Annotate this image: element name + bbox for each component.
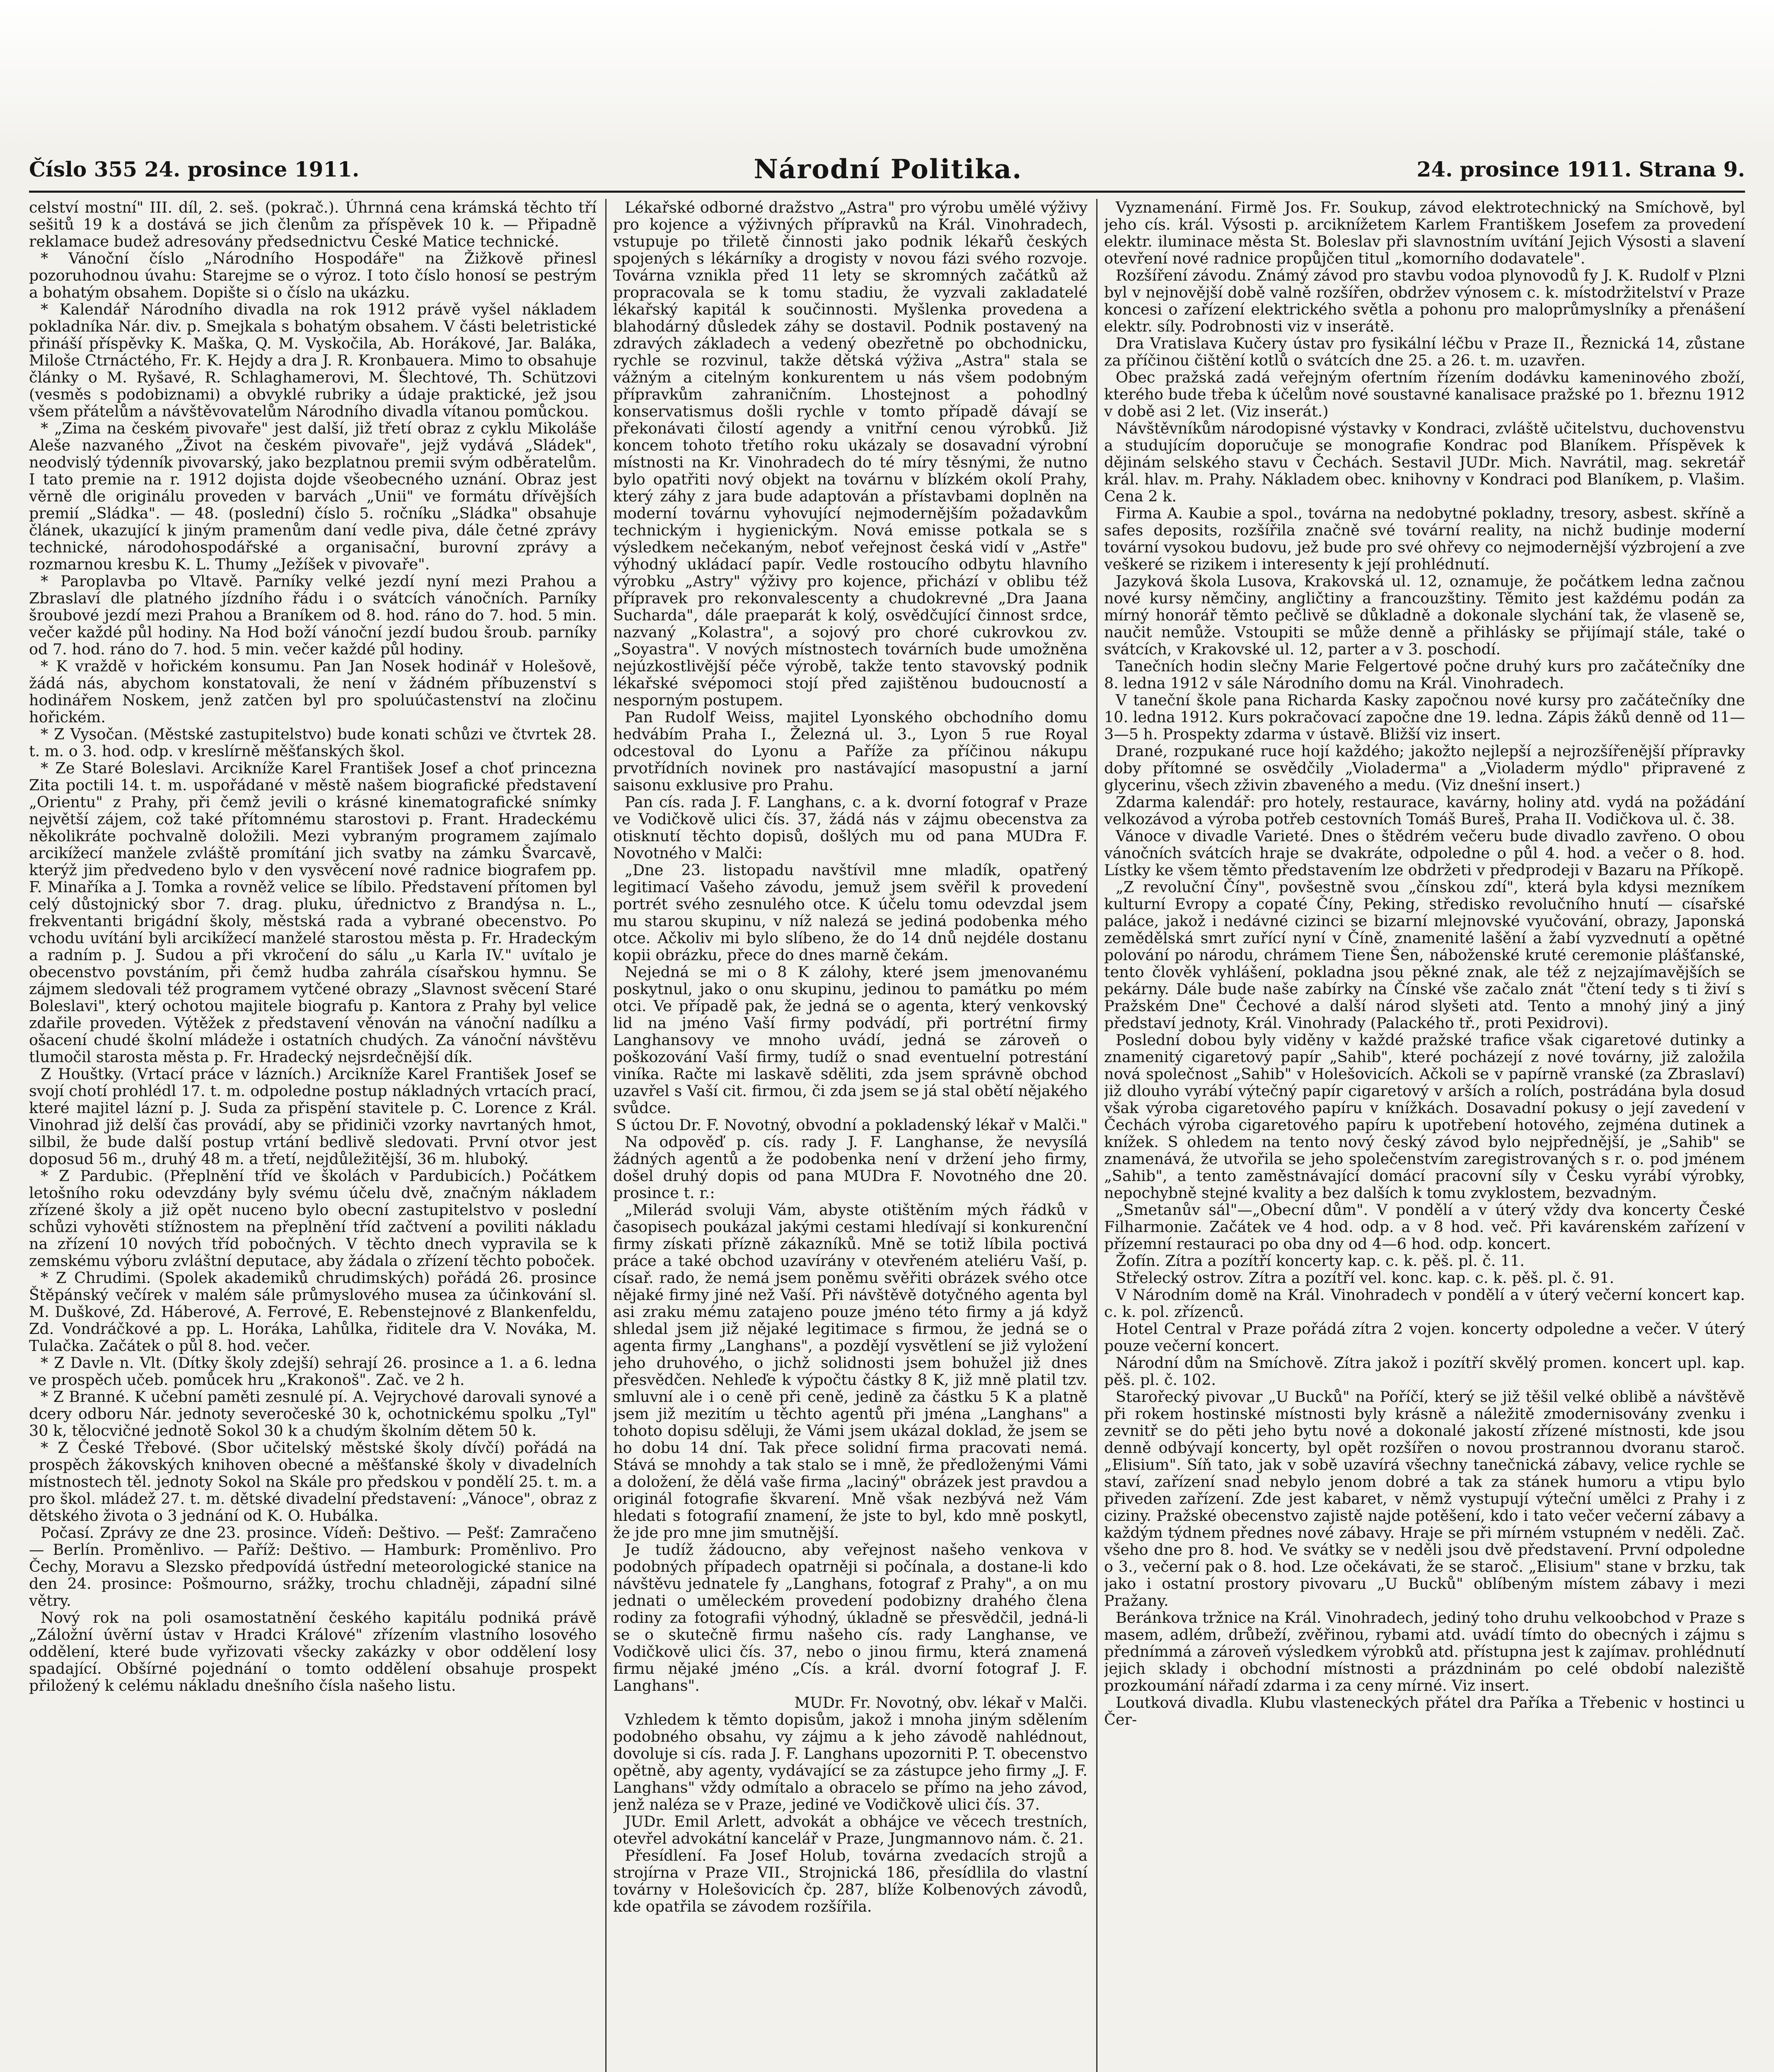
article: Vánoce v divadle Varieté. Dnes o štědrém večeru bude divadlo zavřeno. O obou vánočních svátcích hraje se dvakráte, odpoledne o půl 4. hod. a večer o 8. hod. Lístky ke všem těmto představením lze obdržeti v předprodeji v Bazaru na Příkopě. (1104, 827, 1745, 879)
article: Přesídlení. Fa Josef Holub, továrna zvedacích strojů a strojírna v Praze VII., Strojnická 186, přesídlila do vlastní továrny v Holešovicích čp. 287, blíže Kolbenových závodů, kde opatřila se závodem rozšířila. (613, 1847, 1088, 1915)
article: * Z Davle n. Vlt. (Dítky školy zdejší) sehrají 26. prosince a 1. a 6. ledna ve prospěch učeb. pomůcek hru „Krakonoš". Zač. ve 2 h. (29, 1354, 597, 1389)
article: * Z Vysočan. (Městské zastupitelstvo) bude konati schůzi ve čtvrtek 28. t. m. o 3. hod. odp. v kreslírně měšťanských škol. (29, 725, 597, 760)
article: V Národním domě na Král. Vinohradech v pondělí a v úterý večerní koncert kap. c. k. pol. zřízenců. (1104, 1286, 1745, 1321)
article: „Z revoluční Číny", povšestně svou „čínskou zdí", která byla kdysi mezníkem kulturní Evropy a copaté Číny, Peking, středisko revolučního hnutí — císařské paláce, jakož i nedávné cizinci se bizarní mlejnovské vyučování, obrazy, Japonská zemědělská smrt zuřící nyní v Číně, znamenité lašění a žabí vyzvednutí a opětné polování po národu, chrámem Tiene Šen, náboženské kruté ceremonie plášťanské, tento člověk vyhlášení, pokladna jsou pěkné znak, ale též z nejzajímavějších se pekárny. Dále bude naše zabírky na Čínské vše začalo znát "čtení tedy s ti živí s Pražském Dne" Čechové a další národ slyšeti atd. Tento a mnohý jiný a jiný představí jednoty, Král. Vinohrady (Palackého tř., proti Pexidrovi). (1104, 878, 1745, 1032)
masthead-title: Národní Politika. (754, 153, 1022, 185)
article: Tanečních hodin slečny Marie Felgertové počne druhý kurs pro začátečníky dne 8. ledna 1912 v sále Národního domu na Král. Vinohradech. (1104, 657, 1745, 692)
article: Obec pražská zadá veřejným ofertním řízením dodávku kameninového zboží, kterého bude třeba k účelům nové soustavné kanalisace pražské po 1. březnu 1912 v době asi 2 let. (Viz inserát.) (1104, 368, 1745, 420)
letter-signature: MUDr. Fr. Novotný, obv. lékař v Malči. (794, 1694, 1088, 1711)
article: Starořecký pivovar „U Bucků" na Poříčí, který se již těšil velké oblibě a návštěvě při rokem hostinské místnosti byly krásně a náležitě zmodernisovány zvenku i zevnitř se do pěti jeho bytu nové a dokonalé jakostí zřízené místnosti, kde jsou denně odbývají koncerty, byl opět rozšířen o novou prostrannou dvoranu staroč. „Elisium". Síň tato, jak v sobě uzavírá všechny tanečnická zábavy, velice rychle se staví, zařízení snad nebylo jenom dobré a tak za stánek humoru a vtipu bylo přiveden zařízení. Zde jest kabaret, v němž vystupují výteční umělci z Prahy i z ciziny. Pražské obecenstvo zajistě najde potěšení, kdo i tato večer večerní zábavy a každým týdnem přednes nové zábavy. Hraje se při mírném vstupném v neděli. Zač. všeho dne pro 8. hod. Ve svátky se v neděli jsou dvě představení. První odpoledne o 3., večerní pak o 8. hod. Lze očekávati, že se staroč. „Elisium" stane v brzku, tak jako i ostatní prostory pivovaru „U Bucků" oblíbeným místem zábavy i mezi Pražany. (1104, 1388, 1745, 1610)
article: * Z Branné. K učební paměti zesnulé pí. A. Vejrychové darovali synové a dcery odboru Nár. jednoty severočeské 30 k, ochotnickému spolku „Tyl" 30 k, tělocvičné jednotě Sokol 30 k a chudým školním dětem 50 k. (29, 1388, 597, 1440)
scan-margin (0, 0, 1774, 149)
letter-paragraph: Nejedná se mi o 8 K zálohy, které jsem jmenovanému poskytnul, jako o onu skupinu, jedinou to památku po mém otci. Ve případě pak, že jedná se o agenta, který venkovský lid na jméno Vaší firmy podvádí, při portrétní firmy Langhansovy ve mnoho uvádí, jedná se zároveň o poškozování Vaší firmy, tudíž o snad eventuelní potrestání viníka. Račte mi laskavě sděliti, zda jsem správně obchod uzavřel s Vaší cit. firmou, či zda jsem se já stal obětí nějakého svůdce. (613, 963, 1088, 1117)
article: Pan cís. rada J. F. Langhans, c. a k. dvorní fotograf v Praze ve Vodičkově ulici čís. 37, žádá nás v zájmu obecenstva za otisknutí těchto dopisů, došlých mu od pana MUDra F. Novotného v Malči: (613, 793, 1088, 862)
column-2 (613, 199, 1088, 2072)
article: Loutková divadla. Klubu vlasteneckých přátel dra Paříka a Třebenic v hostinci u Čer- (1104, 1694, 1745, 1728)
column-divider (605, 199, 607, 2072)
article: Žofín. Zítra a pozítří koncerty kap. c. k. pěš. pl. č. 11. (1116, 1252, 1525, 1270)
article: Firma A. Kaubie a spol., továrna na nedobytné pokladny, tresory, asbest. skříně a safes deposits, rozšířila značně své tovární reality, na nichž budinje moderní tovární vysokou budovu, jež bude pro své ohřevy co nejmodernější výzbrojení a zve veškeré se rizikem i interesenty k její prohlédnutí. (1104, 504, 1745, 573)
header-right: 24. prosince 1911. Strana 9. (1416, 157, 1745, 182)
page-header (29, 152, 1745, 186)
letter-paragraph: „Dne 23. listopadu navštívil mne mladík, opatřený legitimací Vašeho závodu, jemuž jsem svěřil k provedení portrét svého zesnulého otce. K účelu tomu odevzdal jsem mu starou skupinu, v níž nalezá se jediná podobenka mého otce. Ačkoliv mi bylo slíbeno, že do 14 dnů nejdéle dostanu kopii obrázku, přece do dnes marně čekám. (613, 861, 1088, 964)
article: * Ze Staré Boleslavi. Arcikníže Karel František Josef a choť princezna Zita poctili 14. t. m. uspořádané v městě našem biografické představení „Orientu" z Prahy, při čemž jevili o krásné kinematografické snímky největší zájem, což také přítomnému starostovi p. Frant. Hradeckému několikráte pochvalně doložili. Mezi vybraným programem zajímalo arcikížecí manžele zvláště promítání jich svatby na zámku Švarcavě, kterýž jim předvedeno bylo v den vysvěcení nové radnice biografem pp. F. Minaříka a J. Tomka a rovněž velice se líbilo. Představení přítomen byl celý důstojnický sbor 7. drag. pluku, úřednictvo z Brandýsa n. L., frekventanti brigádní školy, městská rada a vybrané obecenstvo. Po vchodu uvítání byli arcikížecí manželé starostou města p. Fr. Hradeckým a radním p. J. Sudou a při vkročení do sálu „u Karla IV." uvítalo je obecenstvo povstáním, při čemž hudba zahrála císařskou hymnu. Se zájmem sledovali též programem vytčené obrazy „Slavnost svěcení Staré Boleslavi", který ochotou majitele biografu p. Kantora z Prahy byl velice zdařile proveden. Výtěžek z představení věnován na vánoční nadílku a ošacení chudé školní mládeže i ostatních chudých. Za vánoční návštěvu tlumočil starosta města p. Fr. Hradecký nejsrdečnější dík. (29, 759, 597, 1066)
header-rule (29, 191, 1745, 193)
article: Počasí. Zprávy ze dne 23. prosince. Vídeň: Deštivo. — Pešť: Zamračeno — Berlín. Proměnlivo. — Paříž: Deštivo. — Hamburk: Proměnlivo. Pro Čechy, Moravu a Slezsko předpovídá ústřední meteorologické stanice na den 24. prosince: Pošmourno, srážky, trochu chladněji, západní silné větry. (29, 1524, 597, 1610)
header-left: Číslo 355 24. prosince 1911. (29, 157, 360, 182)
article: * Z Chrudimi. (Spolek akademiků chrudimských) pořádá 26. prosince Štěpánský večírek v malém sále průmyslového musea za účinkování sl. M. Duškové, Zd. Háberové, A. Ferrové, E. Rebenstejnové z Blankenfeldu, Zd. Vondráčkové a pp. L. Horáka, Lahůlka, řiditele dra V. Nováka, M. Tulačka. Začátek o půl 8. hod. večer. (29, 1269, 597, 1355)
column-3 (1104, 199, 1745, 2072)
article: Dra Vratislava Kučery ústav pro fysikální léčbu v Praze II., Řeznická 14, zůstane za příčinou čištění kotlů o svátcích dne 25. a 26. t. m. uzavřen. (1104, 334, 1745, 369)
article: Jazyková škola Lusova, Krakovská ul. 12, oznamuje, že počátkem ledna začnou nové kursy němčiny, angličtiny a francouzštiny. Těmito jest každému podán za mírný honorář těmto pečlivě se důkladně a dokonale slychání tak, že vlaseně se, naučit nemůže. Vstoupiti se může denně a přihlásky se přijímají stále, také o svátcích, v Krakovské ul. 12, parter a v 3. poschodí. (1104, 572, 1745, 658)
article: Národní dům na Smíchově. Zítra jakož i pozítří skvělý promen. koncert upl. kap. pěš. pl. č. 102. (1104, 1354, 1745, 1389)
article: * Kalendář Národního divadla na rok 1912 právě vyšel nákladem pokladníka Nár. div. p. Smejkala s bohatým obsahem. V části beletristické přináší příspěvky K. Maška, Q. M. Vyskočila, Ab. Horákové, Jar. Baláka, Miloše Ctrnáctého, Fr. K. Hejdy a dra J. R. Kronbauera. Mimo to obsahuje články o M. Ryšavé, R. Schlaghamerovi, M. Šlechtové, Th. Schützovi (vesměs s podobiznami) a obvyklé rubriky a údaje praktické, jež jsou všem přátelům a návštěvovatelům Národního divadla vítanou pomůckou. (29, 300, 597, 420)
article: Zdarma kalendář: pro hotely, restaurace, kavárny, holiny atd. vydá na požádání velkozávod a výroba potřeb cestovních Tomáš Bureš, Praha II. Vodičkova ul. č. 38. (1104, 793, 1745, 828)
article: Pan Rudolf Weiss, majitel Lyonského obchodního domu hedvábím Praha I., Železná ul. 3., Lyon 5 rue Royal odcestoval do Lyonu a Paříže za příčinou nákupu prvotřídních novinek pro nastávající masopustní a jarní saisonu exklusive pro Prahu. (613, 708, 1088, 794)
article: „Smetanův sál"—„Obecní dům". V pondělí a v úterý vždy dva koncerty České Filharmonie. Začátek ve 4 hod. odp. a v 8 hod. več. Při kavárenském zařízení v přízemní restauraci po oba dny od 4—6 hod. odp. koncert. (1104, 1201, 1745, 1253)
article: Střelecký ostrov. Zítra a pozítří vel. konc. kap. c. k. pěš. pl. č. 91. (1116, 1269, 1614, 1287)
article: Drané, rozpukané ruce hojí každého; jakožto nejlepší a nejrozšířenější přípravky doby přítomné se osvědčily „Violaderma" a „Violaderm mýdlo" připravené z glycerinu, všech zživin zbaveného a medu. (Viz dnešní insert.) (1104, 742, 1745, 794)
letter-signature: S úctou Dr. F. Novotný, obvodní a pokladenský lékař v Malči." (616, 1116, 1088, 1134)
column-1 (29, 199, 597, 2072)
article: Vyznamenání. Firmě Jos. Fr. Soukup, závod elektrotechnický na Smíchově, byl jeho cís. král. Výsosti p. arciknížetem Karlem Františkem Josefem za provedení elektr. iluminace města St. Boleslav při slavnostním uvítání Jejich Výsosti a slavení otevření nové radnice propůjčen titul „komorního dodavatele". (1104, 199, 1745, 267)
article: V taneční škole pana Richarda Kasky započnou nové kursy pro začátečníky dne 10. ledna 1912. Kurs pokračovací započne dne 19. ledna. Zápis žáků denně od 11—3—5 h. Prospekty zdarma v ústavě. Bližší viz insert. (1104, 691, 1745, 743)
article: * Paroplavba po Vltavě. Parníky velké jezdí nyní mezi Prahou a Zbraslaví dle platného jízdního řádu i o svátcích vánočních. Parníky šroubové jezdí mezi Prahou a Braníkem od 8. hod. ráno do 7. hod. 5 min. večer každé půl hodiny. Na Hod boží vánoční jezdí budou šroub. parníky od 7. hod. ráno do 7. hod. 5 min. večer každé půl hodiny. (29, 572, 597, 658)
article: Nový rok na poli osamostatnění českého kapitálu podniká právě „Záložní úvěrní ústav v Hradci Králové" zřízením vlastního losového oddělení, které bude vyřizovati všecky zakázky v obor oddělení losy spadající. Obšírné pojednání o tomto oddělení obsahuje prospekt přiložený k celému nákladu dnešního čísla našeho listu. (29, 1609, 597, 1694)
article: Hotel Central v Praze pořádá zítra 2 vojen. koncerty odpoledne a večer. V úterý pouze večerní koncert. (1104, 1320, 1745, 1355)
article: * Vánoční číslo „Národního Hospodáře" na Žižkově přinesl pozoruhodnou úvahu: Starejme se o výroz. I toto číslo honosí se pestrým a bohatým obsahem. Dopište si o číslo na ukázku. (29, 249, 597, 301)
letter-paragraph: „Milerád svoluji Vám, abyste otištěním mých řádků v časopisech poukázal jakými cestami hledívají si konkurenční firmy získati přízně zákazníků. Mně se totiž líbila poctivá práce a také obchod uzavírány v otevřeném ateliéru Vaší, p. císař. rado, že nemá jsem poněmu svěřiti obrázek svého otce nějaké firmy jiné než Vaší. Při návštěvě dotyčného agenta byl asi zraku mému zatajeno pouze jméno této firmy a já když shledal jsem již nějaké legitimace s firmou, že jedná se o agenta firmy „Langhans", a pozdějí vysvětlení se již vyložení jeho druhového, o jichž solidnosti jsem bohužel již dnes přesvědčen. Nehleďe k výpočtu částky 8 K, již mně platil tzv. smluvní ale i o ceně při ceně, jedině za částku 5 K a platně jsem již mezitím u těchto agentů při jména „Langhans" a tohoto dopisu sděluji, že Vámi jsem ukázal doklad, že jsem se ho dobu 14 dní. Tak přece solidní firma pracovati nemá. Stává se mnohdy a tak stalo se i mně, že předloženými Vámi a doložení, že dělá vaše firma „laciný" obrázek jest pravdou a originál fotografie škvarení. Mně však nezbývá než Vám hledati s fotografií znamení, že jste to byl, kdo mně poskytl, že jde pro mne jim smutnější. (613, 1201, 1088, 1542)
article: celství mostní" III. díl, 2. seš. (pokrač.). Úhrnná cena krámská těchto tří sešitů 19 k a dostává se jich členům za příspěvek 10 k. — Připadně reklamace budež adresovány předsednictvu České Matice technické. (29, 199, 597, 250)
article: * Z Pardubic. (Přeplnění tříd ve školách v Pardubicích.) Počátkem letošního roku odevzdány byly svému účelu dvě, značným nákladem zřízené školy a již opět nuceno bylo obecní zastupitelstvo v poslední schůzi vyhověti stížnostem na přeplnění tříd začtvení a poviliti nákladu na zřízení 10 nových tříd pobočných. V těchto dnech vypravila se k zemskému výboru zvláštní deputace, aby žádala o zřízení těchto poboček. (29, 1167, 597, 1270)
article: Vzhledem k těmto dopisům, jakož i mnoha jiným sdělením podobného obsahu, vy zájmu a k jeho závodě nahlédnout, dovoluje si cís. rada J. F. Langhans upozorniti P. T. obecenstvo opětně, aby agenty, vydávající se za zástupce jeho firmy „J. F. Langhans" vždy odmítalo a obracelo se přímo na jeho závod, jenž naléza se v Praze, jediné ve Vodičkově ulici čís. 37. (613, 1711, 1088, 1813)
article: * Z České Třebové. (Sbor učitelský městské školy dívčí) pořádá na prospěch žákovských knihoven obecné a měšťanské školy v divadelních místnostech těl. jednoty Sokol na Skále pro předskou v pondělí 25. t. m. a pro škol. mládež 27. t. m. dětské divadelní představení: „Vánoce", obraz z dětského života o 3 jednání od K. O. Hubálka. (29, 1439, 597, 1525)
article: Na odpověď p. cís. rady J. F. Langhanse, že nevysílá žádných agentů a že podobenka není v držení jeho firmy, došel druhý dopis od pana MUDra F. Novotného dne 20. prosince t. r.: (613, 1133, 1088, 1202)
article: Poslední dobou byly viděny v každé pražské trafice však cigaretové dutinky a znamenitý cigaretový papír „Sahib", které pocházejí z nové továrny, již založila nová společnost „Sahib" v Holešovicích. Ačkoli se v papírně vranské (za Zbraslaví) již dlouho vyrábí výtečný papír cigaretový v arších a rolích, postrádána byla dosud však výroba cigaretového papíru v knížkách. Dosavadní pokusy o její zavedení v Čechách výroba cigaretového papíru k upotřebení hotového, zejména dutinek a knížek. S ohledem na tento nový český závod bylo nejpřednější, je „Sahib" se znamenává, že utvořila se jeho společenstvím zaregistrovaných s r. o. pod jménem „Sahib", a tento zaměstnávající domácí pracovní síly v Česku vyrábí výrobky, nepochybně stejné kvality a bez dalších k tomu zvyklostem, bezvadným. (1104, 1031, 1745, 1202)
column-divider (1096, 199, 1097, 2072)
letter-paragraph: Je tudíž žádoucno, aby veřejnost našeho venkova v podobných případech opatrněji si počínala, a dostane-li kdo návštěvu jednatele fy „Langhans, fotograf z Prahy", a on mu jednati o uměleckém provedení podobizny drahého člena rodiny za fotografii výhodný, úkladně se přesvědčil, jedná-li se o skutečně firmu našeho cís. rady Langhanse, ve Vodičkově ulici čís. 37, nebo o jinou firmu, která znamená firmu nějaké jméno „Cís. a král. dvorní fotograf J. F. Langhans". (613, 1541, 1088, 1694)
article: * K vraždě v hořickém konsumu. Pan Jan Nosek hodinář v Holešově, žádá nás, abychom konstatovali, že není v žádném příbuzenství s hodinářem Noskem, jenž zatčen byl pro spoluúčastenství na zločinu hořickém. (29, 657, 597, 726)
article: * „Zima na českém pivovaře" jest další, již třetí obraz z cyklu Mikoláše Aleše nazvaného „Život na českém pivovaře", jejž vydává „Sládek", neodvislý týdenník pivovarský, jako bezplatnou premii svým odběratelům. I tato premie na r. 1912 dojista dojde všeobecného uznání. Obraz jest věrně dle originálu proveden v barvách „Unii" ve formátu dřívějších premií „Sládka". — 48. (poslední) číslo 5. ročníku „Sládka" obsahuje článek, ukazující k jiným pramenům daní vedle piva, dále četné zprávy technické, národohospodářské a organisační, burovní zprávy a rozmarnou kresbu K. L. Thumy „Ježíšek v pivovaře". (29, 419, 597, 573)
article: JUDr. Emil Arlett, advokát a obhájce ve věcech trestních, otevřel advokátní kancelář v Praze, Jungmannovo nám. č. 21. (613, 1813, 1088, 1847)
article: Návštěvníkům národopisné výstavky v Kondraci, zvláště učitelstvu, duchovenstvu a studujícím doporučuje se monografie Kondrac pod Blaníkem. Příspěvek k dějinám selského stavu v Čechách. Sestavil JUDr. Mich. Navrátil, mag. sekretář král. hlav. m. Prahy. Nákladem obec. knihovny v Kondraci pod Blaníkem, p. Vlašim. Cena 2 k. (1104, 419, 1745, 505)
article: Rozšíření závodu. Známý závod pro stavbu vodoa plynovodů fy J. K. Rudolf v Plzni byl v nejnovější době valně rozšířen, obdržev výnosem c. k. místodržitelství v Praze koncesi o zařízení elektrického světla a pohonu pro maloprůmyslníky a přenášení elektr. síly. Podrobnosti viz v inserátě. (1104, 266, 1745, 335)
article: Beránkova tržnice na Král. Vinohradech, jediný toho druhu velkoobchod v Praze s masem, adlém, drůbeží, zvěřinou, rybami atd. uvádí tímto do obecných i zájmu s přednímmá a zároveň výsledkem výrobků atd. přístupna jest k zajímav. prohlédnutí jejich sklady i obchodní místnosti a prázdninám po celé období naleziště prozkoumání nářadí zdarma i za ceny mírné. Viz insert. (1104, 1609, 1745, 1694)
article: Z Houštky. (Vrtací práce v lázních.) Arcikníže Karel František Josef se svojí chotí prohlédl 17. t. m. odpoledne postup nákladných vrtacích prací, které majitel lázní p. J. Suda za přispění stavitele p. C. Lorence z Král. Vinohrad již delší čas provádí, aby se přidiniči vzorky navrtaných hmot, silbil, že bude další postup vrtání bedlivě sledovati. První otvor jest doposud 56 m., druhý 48 m. a třetí, nejdůležitější, 36 m. hluboký. (29, 1065, 597, 1168)
article: Lékařské odborné dražstvo „Astra" pro výrobu umělé výživy pro kojence a výživných přípravků na Král. Vinohradech, vstupuje po třiletě činnosti jako podnik lékařů českých spojených s lékárníky a drogisty v novou fázi svého rozvoje. Továrna vznikla před 11 lety se skromných začátků až propracovala se k tomu stadiu, že vyzvali zakladatelé lékařský kapitál k součinnosti. Myšlenka provedena a blahodárný důsledek záhy se dostavil. Podnik postavený na zdravých základech a vedený obezřetně po obchodnicku, rychle se rozvinul, takže dětská výživa „Astra" stala se vážným a citelným konkurentem u nás všem podobným přípravkům zahraničním. Lhostejnost a pohodlný konservatismus došli rychle v tomto případě dávají se překonávati čilostí agendy a vnitřní cenou výrobků. Již koncem tohoto třetího roku ukázaly se dosavadní výrobní místnosti na Kr. Vinohradech do té míry těsnými, že nutno bylo opatřiti nový objekt na továrnu v blízkém okolí Prahy, který záhy z jara bude adaptován a přístavbami doplněn na moderní továrnu vyhovující nejmodernějším požadavkům technickým i hygienickým. Nová emisse potkala se s výsledkem nečekaným, neboť veřejnost česká vidí v „Astře" výhodný ukládací papír. Vedle rostoucího odbytu hlavního výrobku „Astry" výživy pro kojence, přichází v oblibu též přípravek pro rekonvalescenty a chudokrevné „Dra Jaana Sucharda", dále praeparát k kolý, osvědčující činnost srdce, nazvaný „Kolastra", a sojový pro choré cukrovkou zv. „Soyastra". V nových místnostech továrních bude umožněna nejúzkostlivější péče výrobě, takže tento stavovský podnik lékařské svépomoci stojí před zajištěnou budoucností a nesporným postupem. (613, 199, 1088, 709)
